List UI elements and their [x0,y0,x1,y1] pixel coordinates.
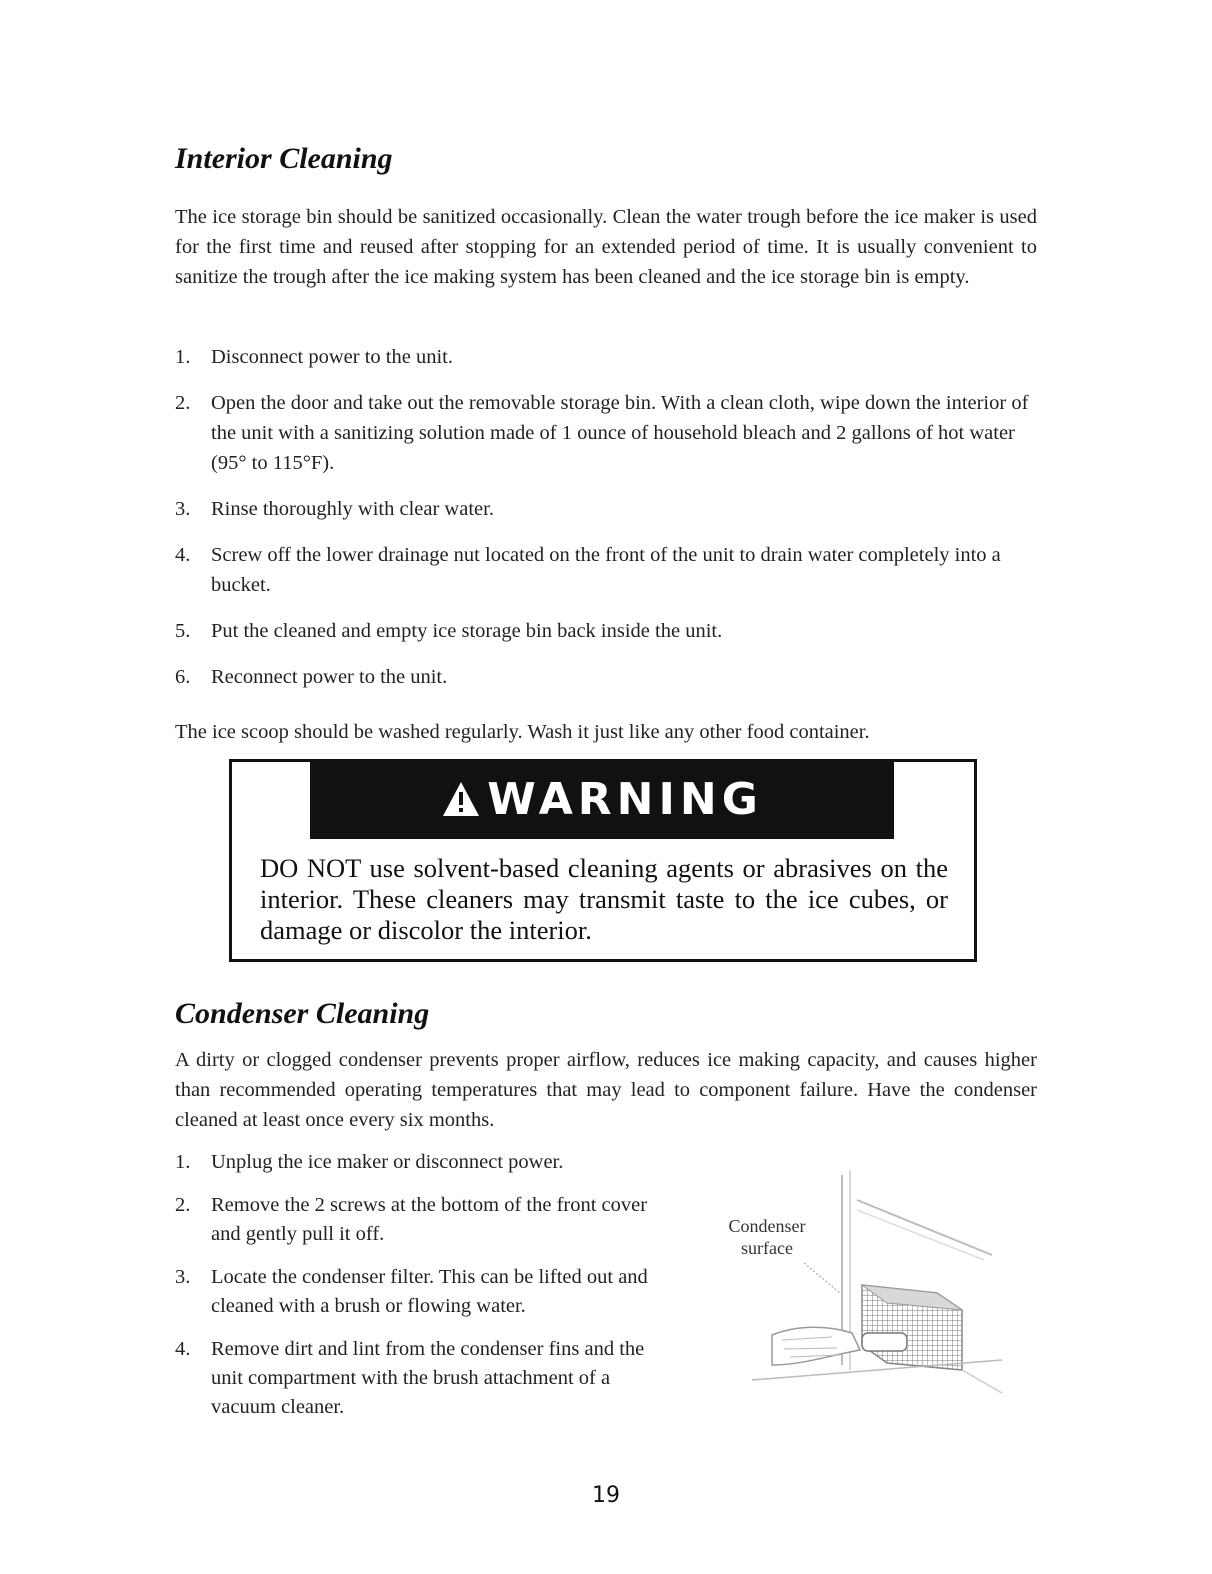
list-item [175,1335,675,1422]
step-number: 1. [175,346,191,368]
step-text: Rinse thoroughly with clear water. [211,498,494,520]
list-item [175,662,1037,692]
condenser-steps-list [175,1148,675,1422]
condenser-label-line1: Condenser [728,1216,806,1236]
step-text: Open the door and take out the removable storage bin. With a clean cloth, wipe down the interior of the unit with a sanitizing solution made of 1 ounce of household bleach and 2 gallons of hot water (95° to 115°F). [211,392,1029,474]
step-text: Remove the 2 screws at the bottom of the front cover and gently pull it off. [211,1194,648,1245]
list-item [175,388,1037,478]
step-number: 3. [175,498,191,520]
list-item [175,1263,675,1321]
warning-banner [310,759,894,839]
condenser-illustration [712,1165,1012,1415]
step-text: Screw off the lower drainage nut located on the front of the unit to drain water completely into a bucket. [211,544,1001,596]
warning-label: WARNING [487,773,763,825]
step-number: 1. [175,1151,191,1173]
condenser-drawing [712,1165,1012,1415]
interior-cleaning-heading: Interior Cleaning [175,142,393,175]
step-number: 4. [175,544,191,566]
step-number: 2. [175,1194,191,1216]
step-number: 4. [175,1338,191,1360]
step-number: 6. [175,666,191,688]
step-text: Unplug the ice maker or disconnect power. [211,1151,564,1173]
condenser-intro-paragraph: A dirty or clogged condenser prevents proper airflow, reduces ice making capacity, and causes higher than recommended operating temperatures that may lead to component failure. Have the condenser cleaned at least once every six months. [175,1049,1037,1131]
page-number: 19 [592,1483,620,1508]
warning-text: DO NOT use solvent-based cleaning agents or abrasives on the interior. These cleaners may transmit taste to the ice cubes, or damage or discolor the interior. [260,853,948,945]
list-item [175,540,1037,600]
list-item [175,1191,675,1249]
ice-scoop-note: The ice scoop should be washed regularly. Wash it just like any other food container. [175,721,870,743]
interior-intro-paragraph: The ice storage bin should be sanitized occasionally. Clean the water trough before the ice maker is used for the first time and reused after stopping for an extended period of time. It is usually convenient to sanitize the trough after the ice making system has been cleaned and the ice storage bin is empty. [175,206,1037,288]
list-item [175,616,1037,646]
step-text: Reconnect power to the unit. [211,666,448,688]
list-item [175,1148,675,1177]
list-item [175,494,1037,524]
step-text: Put the cleaned and empty ice storage bin back inside the unit. [211,620,723,642]
list-item [175,342,1037,372]
warning-triangle-icon [441,780,481,818]
step-text: Disconnect power to the unit. [211,346,453,368]
condenser-label-line2: surface [741,1238,793,1258]
step-number: 2. [175,392,191,414]
condenser-cleaning-heading: Condenser Cleaning [175,997,430,1030]
step-text: Locate the condenser filter. This can be lifted out and cleaned with a brush or flowing water. [211,1266,648,1317]
step-number: 5. [175,620,191,642]
step-text: Remove dirt and lint from the condenser fins and the unit compartment with the brush attachment of a vacuum cleaner. [211,1338,645,1418]
step-number: 3. [175,1266,191,1288]
interior-steps-list [175,342,1037,692]
